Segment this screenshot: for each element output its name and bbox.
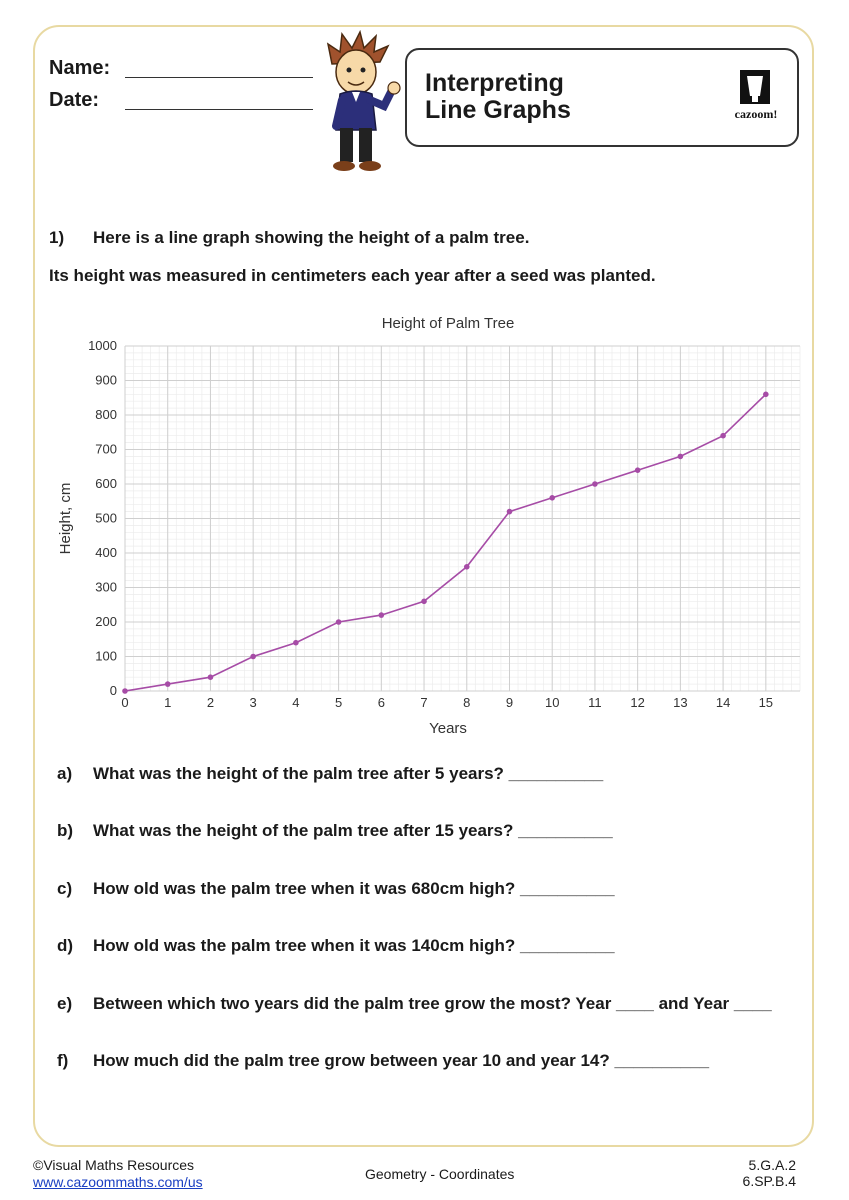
series-line [125, 394, 766, 691]
mascot-illustration [318, 30, 408, 174]
topic-label: Geometry - Coordinates [365, 1166, 515, 1182]
copyright-text: ©Visual Maths Resources [33, 1157, 195, 1173]
data-point [250, 654, 256, 660]
question-text: What was the height of the palm tree after 15 years? __________ [93, 821, 613, 840]
logo-text: cazoom! [734, 107, 778, 121]
worksheet-title [425, 70, 571, 124]
y-tick-label: 300 [95, 579, 117, 595]
y-tick-label: 200 [95, 614, 117, 629]
data-point [549, 495, 555, 501]
y-tick-label: 900 [95, 372, 117, 388]
data-point [678, 454, 684, 460]
footer-standards [720, 1157, 796, 1189]
y-tick-label: 700 [95, 441, 117, 457]
question-text: How old was the palm tree when it was 140cm high? __________ [93, 936, 615, 955]
x-tick-label: 14 [715, 695, 731, 710]
x-tick-label: 1 [164, 695, 172, 710]
name-label: Name: [49, 57, 111, 79]
data-point [592, 481, 598, 487]
question-text: What was the height of the palm tree after 5 years? __________ [93, 764, 604, 783]
standard-code-1: 5.G.A.2 [748, 1157, 796, 1173]
x-axis-label: Years [429, 720, 467, 737]
intro-line-2: Its height was measured in centimeters each year after a seed was planted. [49, 266, 656, 285]
x-tick-label: 6 [377, 695, 385, 710]
data-point [208, 674, 214, 680]
y-tick-label: 600 [95, 476, 117, 491]
x-tick-label: 15 [758, 695, 774, 710]
y-tick-label: 400 [95, 545, 117, 560]
date-label: Date: [49, 89, 100, 111]
question-text: How much did the palm tree grow between year 10 and year 14? __________ [93, 1051, 710, 1070]
data-point [720, 433, 726, 439]
x-tick-label: 3 [249, 695, 257, 710]
y-tick-label: 100 [95, 648, 117, 664]
y-tick-label: 500 [95, 510, 117, 526]
data-point [293, 640, 299, 646]
data-point [635, 467, 641, 473]
footer-left [33, 1157, 203, 1191]
standard-code-2: 6.SP.B.4 [742, 1173, 796, 1189]
website-link[interactable]: www.cazoommaths.com/us [33, 1174, 203, 1190]
x-tick-label: 9 [505, 695, 514, 710]
question-label: f) [57, 1051, 69, 1070]
cazoom-logo-icon [722, 68, 790, 124]
data-point [165, 681, 171, 687]
data-point [122, 688, 128, 694]
x-tick-label: 0 [121, 695, 129, 710]
intro-line-1: Here is a line graph showing the height of a palm tree. [93, 228, 530, 247]
y-tick-label: 1000 [88, 338, 117, 353]
question-label: e) [57, 994, 73, 1013]
x-tick-label: 5 [334, 695, 343, 710]
question-label: d) [57, 936, 74, 955]
title-line-1: Interpreting [425, 69, 564, 97]
question-label: c) [57, 879, 73, 898]
question-label: b) [57, 821, 74, 840]
x-tick-label: 7 [420, 695, 428, 710]
line-chart [40, 305, 810, 745]
name-line[interactable] [125, 77, 313, 78]
question-text: Between which two years did the palm tree grow the most? Year ____ and Year ____ [93, 994, 772, 1013]
x-tick-label: 2 [206, 695, 215, 710]
x-tick-label: 4 [292, 695, 300, 710]
data-point [336, 619, 342, 625]
data-point [464, 564, 470, 570]
name-field [49, 57, 110, 80]
date-field [49, 89, 99, 112]
question-label: a) [57, 764, 73, 783]
x-tick-label: 8 [463, 695, 471, 710]
question-number: 1) [49, 228, 65, 247]
title-line-2: Line Graphs [425, 96, 571, 124]
x-tick-label: 11 [588, 695, 602, 710]
chart-title: Height of Palm Tree [381, 315, 515, 332]
y-tick-label: 0 [109, 683, 117, 698]
y-axis-label: Height, cm [57, 482, 74, 555]
x-tick-label: 12 [630, 695, 645, 710]
question-text: How old was the palm tree when it was 680cm high? __________ [93, 879, 615, 898]
data-point [763, 392, 769, 398]
data-point [421, 599, 427, 605]
data-point [379, 612, 385, 618]
x-tick-label: 13 [673, 695, 688, 710]
y-tick-label: 800 [95, 407, 117, 422]
x-tick-label: 10 [544, 695, 560, 710]
date-line[interactable] [125, 109, 313, 110]
data-point [507, 509, 513, 515]
